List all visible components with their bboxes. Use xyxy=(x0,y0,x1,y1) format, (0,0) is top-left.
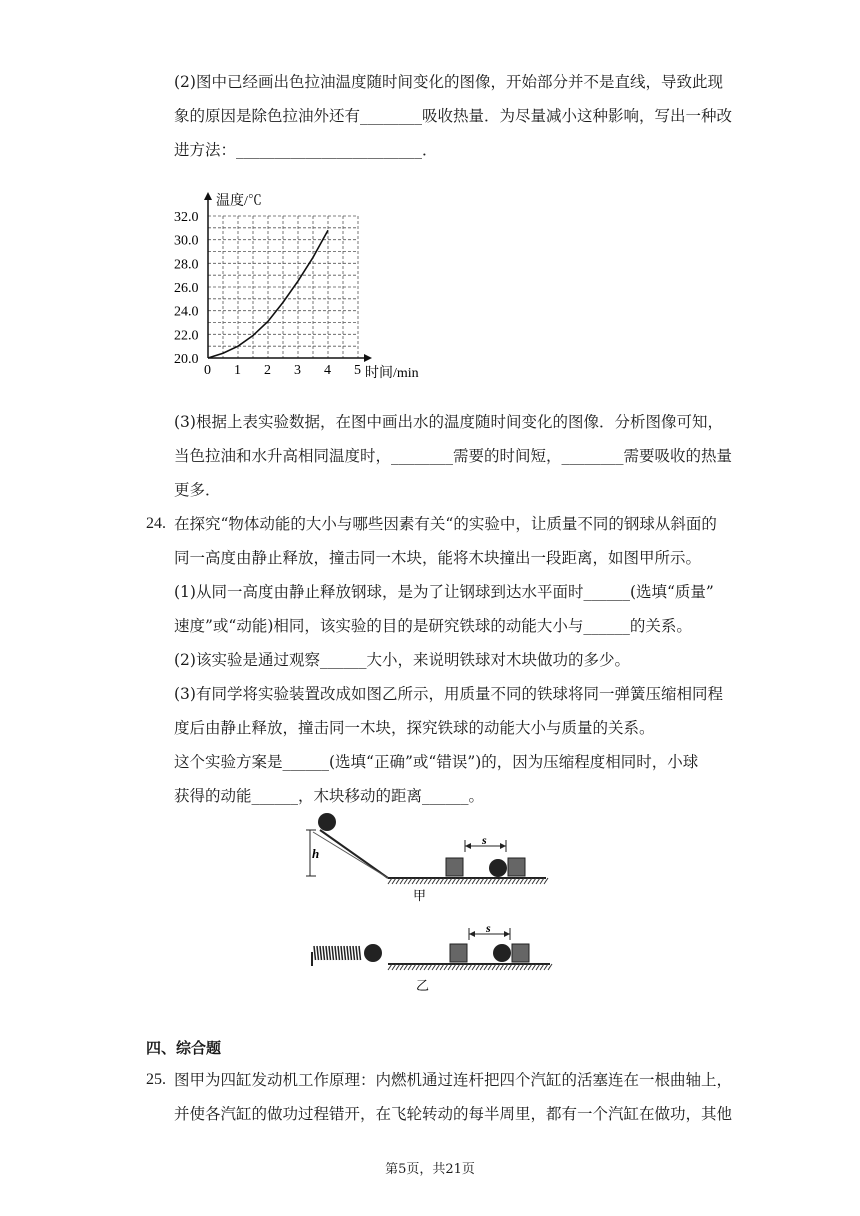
q24-part1-line2: 速度”或“动能)相同，该实验的目的是研究铁球的动能大小与______的关系。 xyxy=(174,617,692,635)
distance-label: s xyxy=(482,833,487,847)
spring-coil xyxy=(323,946,325,960)
q22-part3-line1: (3)根据上表实验数据，在图中画出水的温度随时间变化的图像．分析图像可知， xyxy=(174,413,723,431)
q24-intro-line1: 在探究“物体动能的大小与哪些因素有关“的实验中，让质量不同的钢球从斜面的 xyxy=(174,515,717,533)
iron-ball-end xyxy=(493,944,511,962)
temperature-time-chart xyxy=(172,188,442,388)
q22-part3-line3: 更多． xyxy=(174,481,221,499)
q24-part1-line1: (1)从同一高度由静止释放钢球，是为了让钢球到达水平面时______(选填“质量” xyxy=(174,583,714,601)
spring-coil xyxy=(329,946,331,960)
q24-part2-line1: (2)该实验是通过观察______大小，来说明铁球对木块做功的多少。 xyxy=(174,651,630,669)
chart-grid xyxy=(208,216,358,358)
distance-label-yi: s xyxy=(486,922,491,935)
section-title: 四、综合题 xyxy=(146,1039,222,1057)
q24-intro-line2: 同一高度由静止释放，撞击同一木块，能将木块撞出一段距离，如图甲所示。 xyxy=(174,549,702,567)
figure-yi-spring-experiment xyxy=(300,922,560,994)
spring-coil xyxy=(326,946,328,960)
x-tick-label: 1 xyxy=(234,363,241,378)
q24-part3-line2: 度后由静止释放，撞击同一木块，探究铁球的动能大小与质量的关系。 xyxy=(174,719,655,737)
spring-coil xyxy=(347,946,349,960)
y-tick-label: 30.0 xyxy=(174,233,199,249)
x-tick-label: 4 xyxy=(324,363,331,378)
q24-part3-line4: 获得的动能______，木块移动的距离______。 xyxy=(174,787,485,805)
x-axis-arrow xyxy=(364,354,372,362)
y-tick-label: 22.0 xyxy=(174,328,199,344)
x-tick-label: 5 xyxy=(354,363,361,378)
spring-coil xyxy=(341,946,343,960)
wood-block-start-yi xyxy=(450,944,467,962)
q24-number: 24. xyxy=(146,515,166,532)
incline xyxy=(320,830,388,878)
spring-coil xyxy=(335,946,337,960)
q22-part2-line2: 象的原因是除色拉油外还有________吸收热量．为尽量减小这种影响，写出一种改 xyxy=(174,107,733,125)
figure-jia-incline-experiment xyxy=(300,810,560,910)
q22-part2-line1: (2)图中已经画出色拉油温度随时间变化的图像，开始部分并不是直线，导致此现 xyxy=(174,73,723,91)
wood-block-end xyxy=(508,858,525,876)
x-axis-label: 时间/min xyxy=(365,366,419,381)
chart-tick-labels xyxy=(174,210,361,378)
y-tick-label: 26.0 xyxy=(174,281,199,296)
spring-coil xyxy=(344,946,346,960)
spring xyxy=(314,946,361,960)
page-footer: 第5页，共21页 xyxy=(385,1162,475,1177)
y-tick-label: 32.0 xyxy=(174,210,199,225)
spring-coil xyxy=(353,946,355,960)
q25-line1: 图甲为四缸发动机工作原理：内燃机通过连杆把四个汽缸的活塞连在一根曲轴上， xyxy=(174,1071,733,1089)
steel-ball-bottom xyxy=(489,859,507,877)
y-axis-arrow xyxy=(204,192,212,200)
q22-part3-line2: 当色拉油和水升高相同温度时，________需要的时间短，________需要吸收的热量 xyxy=(174,447,733,465)
spring-coil xyxy=(317,946,319,960)
y-axis-label: 温度/℃ xyxy=(216,194,262,209)
spring-coil xyxy=(350,946,352,960)
chart-axes xyxy=(204,192,372,362)
spring-coil xyxy=(332,946,334,960)
y-tick-label: 28.0 xyxy=(174,257,199,273)
figure-jia-caption: 甲 xyxy=(413,888,427,903)
spring-coil xyxy=(338,946,340,960)
q24-part3-line3: 这个实验方案是______(选填“正确”或“错误”)的，因为压缩程度相同时，小球 xyxy=(174,753,699,771)
q22-part2-line3: 进方法：________________________． xyxy=(174,141,438,159)
spring-coil xyxy=(314,946,316,960)
height-label: h xyxy=(312,846,320,861)
wood-block-end-yi xyxy=(512,944,529,962)
x-tick-label: 2 xyxy=(264,363,271,378)
wood-block-start xyxy=(446,858,463,876)
spring-coil xyxy=(356,946,358,960)
spring-coil xyxy=(320,946,322,960)
figure-yi-caption: 乙 xyxy=(416,978,430,993)
q25-number: 25. xyxy=(146,1071,166,1088)
iron-ball-start xyxy=(364,944,382,962)
q25-line2: 并使各汽缸的做功过程错开，在飞轮转动的每半周里，都有一个汽缸在做功，其他 xyxy=(174,1105,733,1123)
spring-coil xyxy=(359,946,361,960)
x-tick-label: 3 xyxy=(294,363,301,378)
steel-ball-top xyxy=(318,813,336,831)
y-tick-label: 20.0 xyxy=(174,352,199,367)
q24-part3-line1: (3)有同学将实验装置改成如图乙所示，用质量不同的铁球将同一弹簧压缩相同程 xyxy=(174,685,723,703)
x-tick-label: 0 xyxy=(204,363,211,378)
y-tick-label: 24.0 xyxy=(174,304,199,320)
